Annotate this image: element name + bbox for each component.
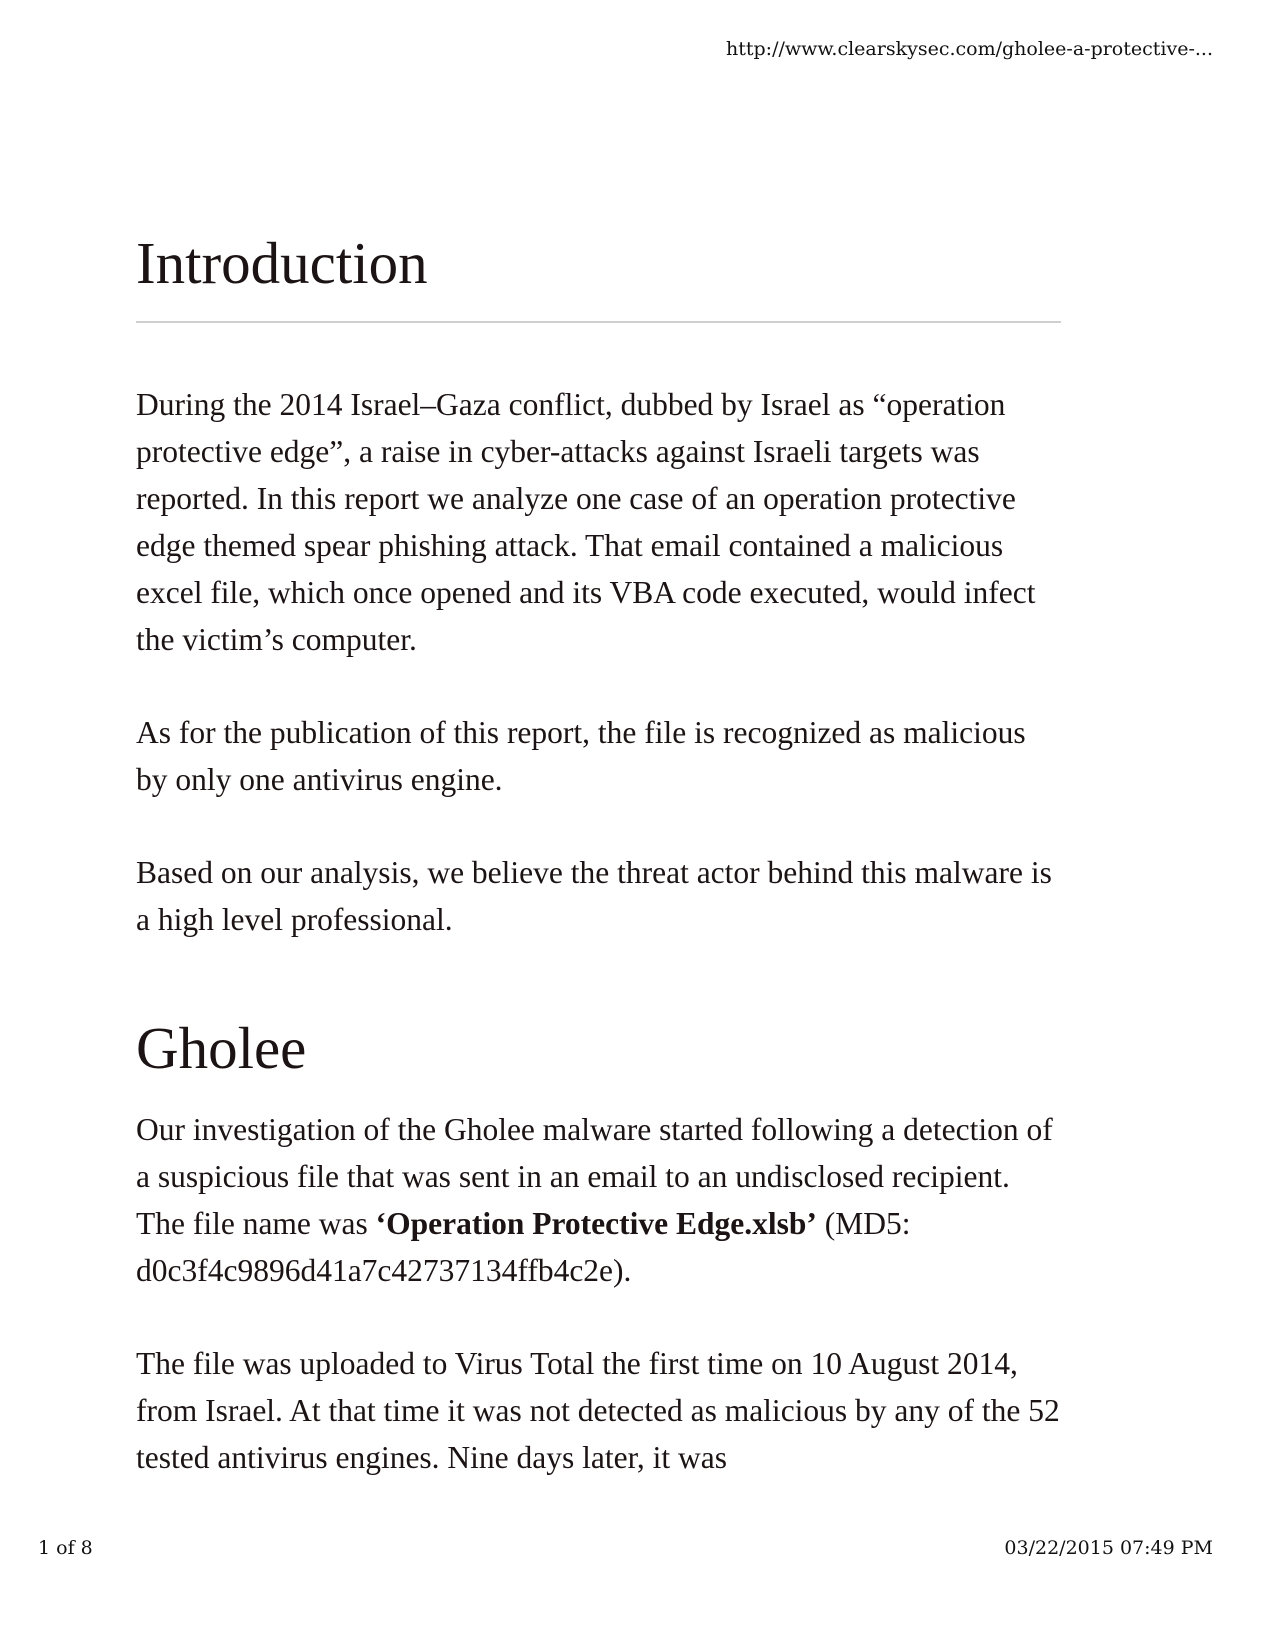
page-number: 1 of 8 (38, 1537, 93, 1559)
print-datetime: 03/22/2015 07:49 PM (1004, 1537, 1213, 1559)
page-url: http://www.clearskysec.com/gholee-a-protective-... (726, 38, 1213, 60)
article-content (136, 228, 1061, 1527)
gholee-paragraph-1-text-a: Our investigation of the Gholee malware started following a detection of a suspicious file that was sent in an email to an undisclosed recipient. The file name was (136, 1111, 1053, 1241)
gholee-paragraph-2: The file was uploaded to Virus Total the first time on 10 August 2014, from Israel. At that time it was not detected as malicious by any of the 52 tested antivirus engines. Nine days later, it was (136, 1345, 1060, 1475)
gholee-heading: Gholee (136, 1014, 307, 1081)
gholee-paragraph-1 (136, 1106, 1061, 1294)
heading-divider (136, 321, 1061, 323)
intro-paragraph-1: During the 2014 Israel–Gaza conflict, dubbed by Israel as “operation protective edge”, a raise in cyber-attacks against Israeli targets was reported. In this report we analyze one case of an operation protective edge themed spear phishing attack. That email contained a malicious excel file, which once opened and its VBA code executed, would infect the victim’s computer. (136, 386, 1036, 657)
intro-paragraph-2: As for the publication of this report, the file is recognized as malicious by only one antivirus engine. (136, 714, 1026, 797)
introduction-heading: Introduction (136, 230, 428, 296)
intro-paragraph-3: Based on our analysis, we believe the threat actor behind this malware is a high level professional. (136, 854, 1052, 937)
file-name-bold: ‘Operation Protective Edge.xlsb’ (375, 1205, 817, 1241)
gholee-paragraph-1-text-b: (MD5: d0c3f4c9896d41a7c42737134ffb4c2e). (136, 1205, 911, 1288)
